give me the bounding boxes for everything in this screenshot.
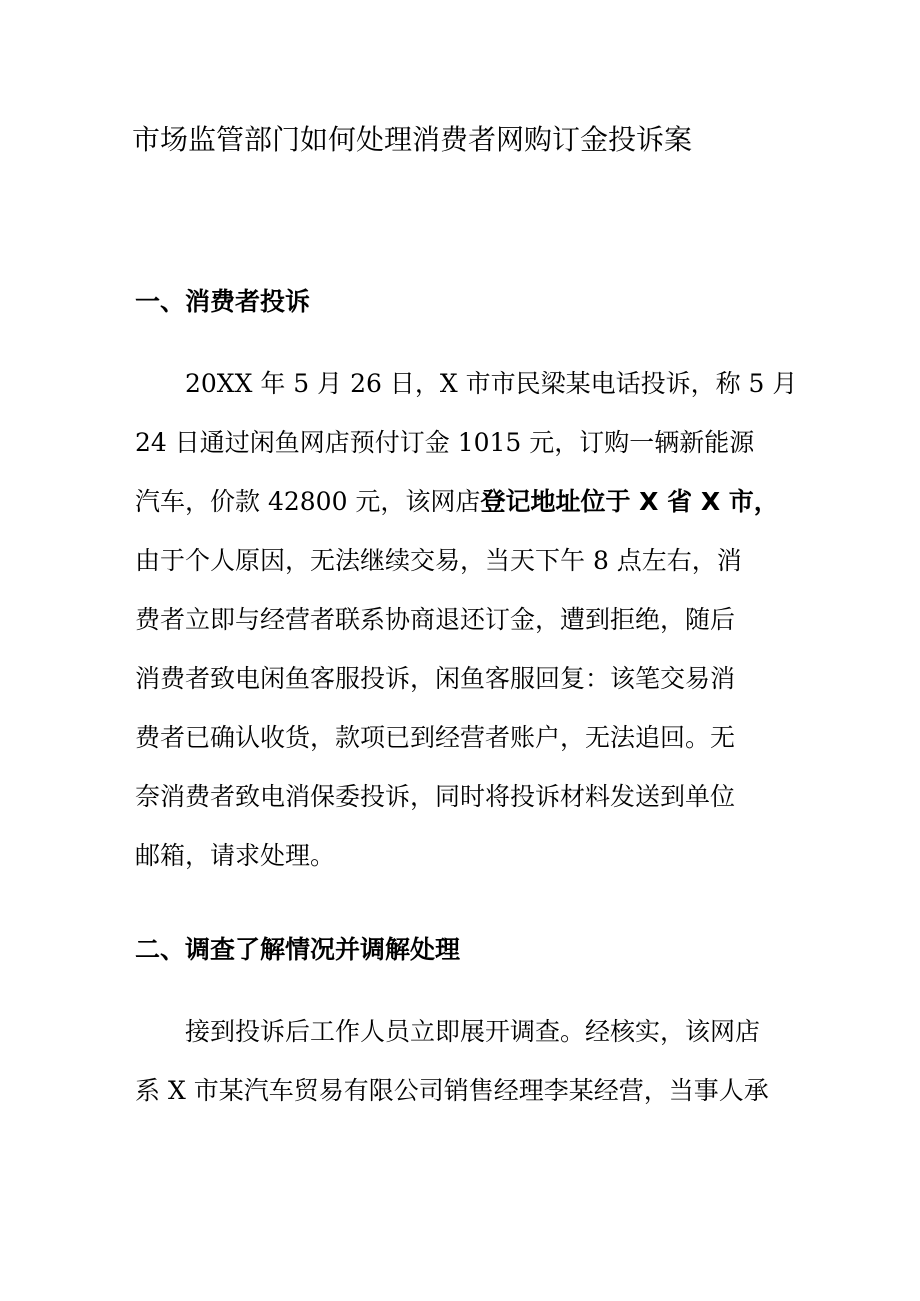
- paragraph-line: [135, 482, 779, 522]
- text-run: 接到投诉后工作人员立即展开调查。经核实，该网店: [185, 1017, 761, 1046]
- text-run: 费者已确认收货，款项已到经营者账户，无法追回。无: [135, 723, 736, 752]
- document-title: 市场监管部门如何处理消费者网购订金投诉案: [132, 123, 693, 156]
- text-run: 由于个人原因，无法继续交易，当天下午 8 点左右，消: [135, 546, 742, 575]
- paragraph-line: [135, 777, 735, 817]
- paragraph-line: [135, 423, 754, 463]
- paragraph-line: [135, 836, 335, 876]
- paragraph-line: [185, 364, 797, 404]
- paragraph-line: [135, 718, 735, 758]
- paragraph-line: [135, 1071, 769, 1111]
- text-run: 费者立即与经营者联系协商退还订金，遭到拒绝，随后: [135, 605, 736, 634]
- section-heading-investigation: 二、调查了解情况并调解处理: [135, 935, 461, 964]
- paragraph-line: [135, 541, 742, 581]
- paragraph-line: [135, 600, 735, 640]
- paragraph-line: [135, 659, 735, 699]
- text-run: 系 X 市某汽车贸易有限公司销售经理李某经营，当事人承: [135, 1076, 769, 1105]
- text-run: 消费者致电闲鱼客服投诉，闲鱼客服回复：该笔交易消: [135, 664, 736, 693]
- text-run: 邮箱，请求处理。: [135, 841, 336, 870]
- text-run: 20XX 年 5 月 26 日，X 市市民梁某电话投诉，称 5 月: [185, 369, 798, 398]
- bold-text-run: 登记地址位于 X 省 X 市，: [480, 487, 779, 516]
- text-run: 奈消费者致电消保委投诉，同时将投诉材料发送到单位: [135, 782, 736, 811]
- text-run: 汽车，价款 42800 元，该网店: [135, 487, 481, 516]
- section-heading-complaint: 一、消费者投诉: [135, 287, 311, 316]
- paragraph-line: [185, 1012, 760, 1052]
- text-run: 24 日通过闲鱼网店预付订金 1015 元，订购一辆新能源: [135, 428, 755, 457]
